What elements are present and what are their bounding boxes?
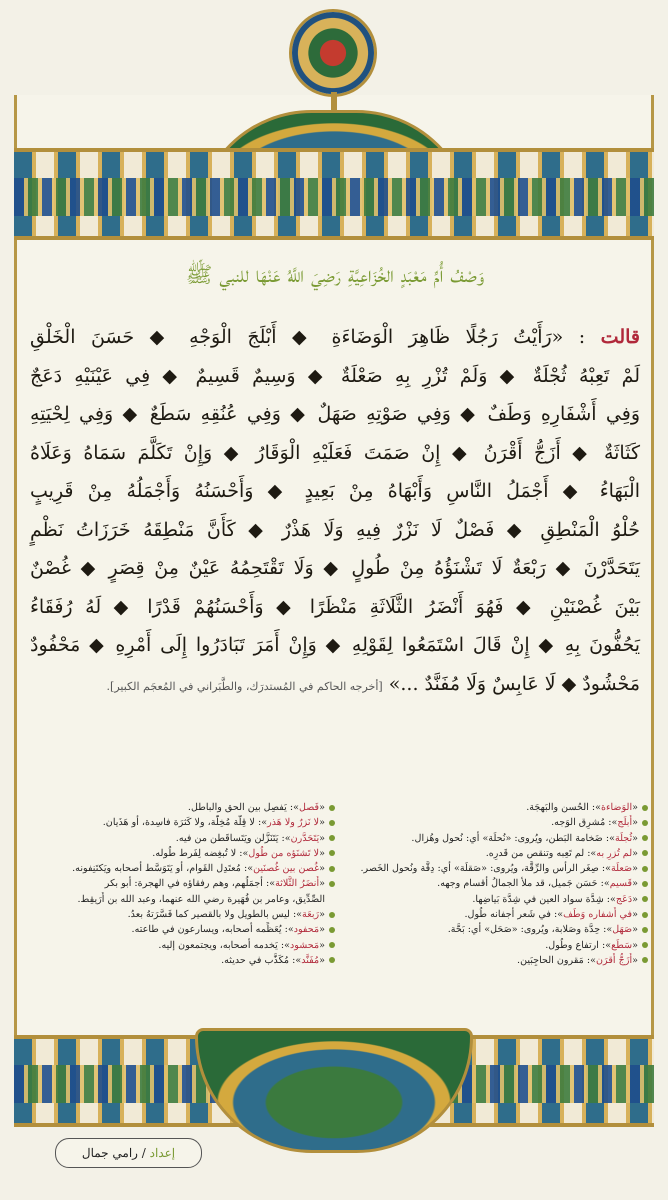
glossary-item: «ثُجلَة»: ضَخامة البَطن، ويُروى: «نُحلَة» أي: نُحول وهُزال. — [348, 831, 648, 846]
main-line-1: قالت : «رَأَيْتُ رَجُلًا ظَاهِرَ الْوَضَاءَةِ ◆ أَبْلَجَ الْوَجْهِ ◆ حَسَنَ الْخَلْقِ — [30, 326, 640, 348]
bullet-icon — [329, 805, 335, 811]
glossary-item: «أَبلَج»: مُشرِق الوَجه. — [348, 815, 648, 830]
glossary-item: «لم تُزرِ به»: لم تَعِبه وتنقص من قَدرِه. — [348, 846, 648, 861]
bullet-icon — [642, 805, 648, 811]
bullet-icon — [642, 957, 648, 963]
main-line-8: بَيْنَ غُصْنَيْنِ ◆ فَهُوَ أَنْضَرُ الثَّلَاثَةِ مَنْظَرًا ◆ وَأَحْسَنُهُمْ قَدْرًا ◆ لَهُ رُفَقَاءُ — [30, 595, 640, 618]
bullet-icon — [642, 896, 648, 902]
source-citation: [أخرجه الحاكم في المُستدرَك، والطَّبَراني في المُعجَم الكبير]. — [106, 679, 383, 693]
main-line-4: كَثَاثَةٌ ◆ أَزَجُّ أَقْرَنُ ◆ إِنْ صَمَتَ فَعَلَيْهِ الْوَقَارُ ◆ وَإِنْ تَكَلَّمَ سَمَاهُ وَعَلَاهُ — [30, 441, 640, 464]
bullet-icon — [329, 912, 335, 918]
glossary-item: «في أَشفاره وَطَف»: في شَعر أجفانه طُول. — [348, 907, 648, 922]
glossary-item: «فَصل»: يَفصِل بين الحق والباطل. — [35, 800, 335, 815]
page-title: وَصْفُ أُمِّ مَعْبَدٍ الخُزَاعِيَّةِ رَضِيَ اللَّهُ عَنْهَا للنبي ﷺ — [185, 263, 485, 288]
bullet-icon — [329, 957, 335, 963]
top-ornament-band — [14, 148, 654, 240]
bullet-icon — [642, 927, 648, 933]
main-line-9: يَحُفُّونَ بِهِ ◆ إِنْ قَالَ اسْتَمَعُوا لِقَوْلِهِ ◆ وَإِنْ أَمَرَ تَبَادَرُوا إِلَى أَمْرِهِ ◆ مَحْفُودٌ — [30, 634, 640, 656]
glossary-item: «قَسيم»: حَسَن جَميل، قد ملأ الجمالُ أقسام وجهه. — [348, 876, 648, 891]
glossary-item: «أَنضَرُ الثَّلاثة»: أجمَلُهم، وهم رفقاؤه في الهجرة: أبو بكر — [35, 876, 335, 891]
main-text-block — [30, 318, 640, 778]
glossary-item: «صَهَل»: حِدَّة وصَلابة، ويُروى: «صَحَل» أي: بَحَّة. — [348, 922, 648, 937]
glossary-left-column — [35, 800, 335, 1025]
main-line-2: لَمْ تَعِبْهُ ثُجْلَةٌ ◆ وَلَمْ تُزْرِ بِهِ صَعْلَةٌ ◆ وَسِيمٌ قَسِيمٌ ◆ فِي عَيْنَيْهِ دَعَجٌ — [30, 364, 640, 387]
glossary-item: «لا تَشنَؤه من طُول»: لا تُبغِضه لِفَرط طُوله. — [35, 846, 335, 861]
bullet-icon — [329, 866, 335, 872]
bullet-icon — [329, 850, 335, 856]
credit-label: إعداد — [149, 1146, 176, 1160]
top-band-pattern — [14, 178, 654, 216]
glossary-item: «لا نَزرٌ ولا هَذر»: لا قِلَّة مُخِلَّة، ولا كَثرَة فاسِدة، أو هَذَيان. — [35, 815, 335, 830]
bullet-icon — [642, 866, 648, 872]
glossary-item: «مَحفود»: يُعَظِّمه أصحابه، ويسارعون في طاعته. — [35, 922, 335, 937]
main-line-3: وَفِي أَشْفَارِهِ وَطَفٌ ◆ وَفِي صَوْتِهِ صَهَلٌ ◆ وَفِي عُنُقِهِ سَطَعٌ ◆ وَفِي لِحْيَتِهِ — [30, 403, 640, 425]
bullet-icon — [642, 850, 648, 856]
main-line-6: حُلْوُ الْمَنْطِقِ ◆ فَصْلٌ لَا نَزْرٌ فِيهِ وَلَا هَذْرٌ ◆ كَأَنَّ مَنْطِقَهُ خَرَزَاتُ نَظْمٍ — [30, 518, 640, 541]
said-label: قالت — [600, 326, 640, 348]
glossary-item: «يَتَحَدَّرن»: يَتَنَزَّلن ويَتَساقَطن من فيه. — [35, 831, 335, 846]
glossary-item: «رَبعَة»: ليس بالطويل ولا بالقصير كما فَسَّرَتهُ بعدُ. — [35, 907, 335, 922]
credit-name: رامي جمال — [81, 1146, 138, 1160]
glossary-item: «دَعَج»: شِدَّة سواد العين في شِدَّة بَياضِها. — [348, 892, 648, 907]
bullet-icon — [642, 835, 648, 841]
glossary-item: «صَعلَة»: صِغَر الرأس والرِّقَّة، ويُروى: «صَقلَة» أي: دِقَّة ونُحول الخَصر. — [348, 861, 648, 876]
bottom-dome-ornament — [195, 1028, 473, 1153]
bullet-icon — [642, 820, 648, 826]
glossary-right-column — [348, 800, 648, 1025]
glossary-item-continuation: الصِّدِّيق، وعامر بن فُهَيرة رضي الله عنهما، وعبد الله بن أُرَيقِط. — [77, 893, 325, 905]
glossary-item: «أَزَجُّ أَقرَن»: مَقرون الحاجِبَين. — [348, 953, 648, 968]
bullet-icon — [329, 942, 335, 948]
glossary-item: «مُفَنَّد»: مُكَذَّب في حديثه. — [35, 953, 335, 968]
main-line-5: الْبَهَاءُ ◆ أَجْمَلُ النَّاسِ وَأَبْهَاهُ مِنْ بَعِيدٍ ◆ وَأَحْسَنُهُ وَأَجْمَلُهُ مِنْ قَرِيبٍ — [30, 480, 640, 502]
bullet-icon — [329, 927, 335, 933]
glossary-item: «غُصن بين غُصنَين»: مُعتَدِل القَوام، أو يَتَوَسَّط أصحابه ويَكتَنِفونه. — [35, 861, 335, 876]
credit-badge: إعداد / رامي جمال — [55, 1138, 202, 1168]
bullet-icon — [329, 820, 335, 826]
glossary-item: «الوَضاءة»: الحُسن والبَهجَة. — [348, 800, 648, 815]
bullet-icon — [329, 881, 335, 887]
rosette-ornament — [292, 12, 374, 94]
bullet-icon — [642, 912, 648, 918]
bullet-icon — [329, 835, 335, 841]
main-line-10: مَحْشُودٌ ◆ لَا عَابِسٌ وَلَا مُفَنَّدٌ ...» [أخرجه الحاكم في المُستدرَك، والطَّبَراني في المُعجَم الكبير]. — [106, 672, 640, 695]
glossary-item: «مَحشود»: يَخدمه أصحابه، ويجتمعون إليه. — [35, 938, 335, 953]
glossary-item: «سَطَع»: ارتفاع وطُول. — [348, 938, 648, 953]
bullet-icon — [642, 881, 648, 887]
main-line-7: يَتَحَدَّرْنَ ◆ رَبْعَةٌ لَا تَشْنَؤُهُ مِنْ طُولٍ ◆ وَلَا تَقْتَحِمُهُ عَيْنٌ مِنْ قِصَرٍ ◆ غُصْنٌ — [30, 557, 640, 579]
bullet-icon — [642, 942, 648, 948]
